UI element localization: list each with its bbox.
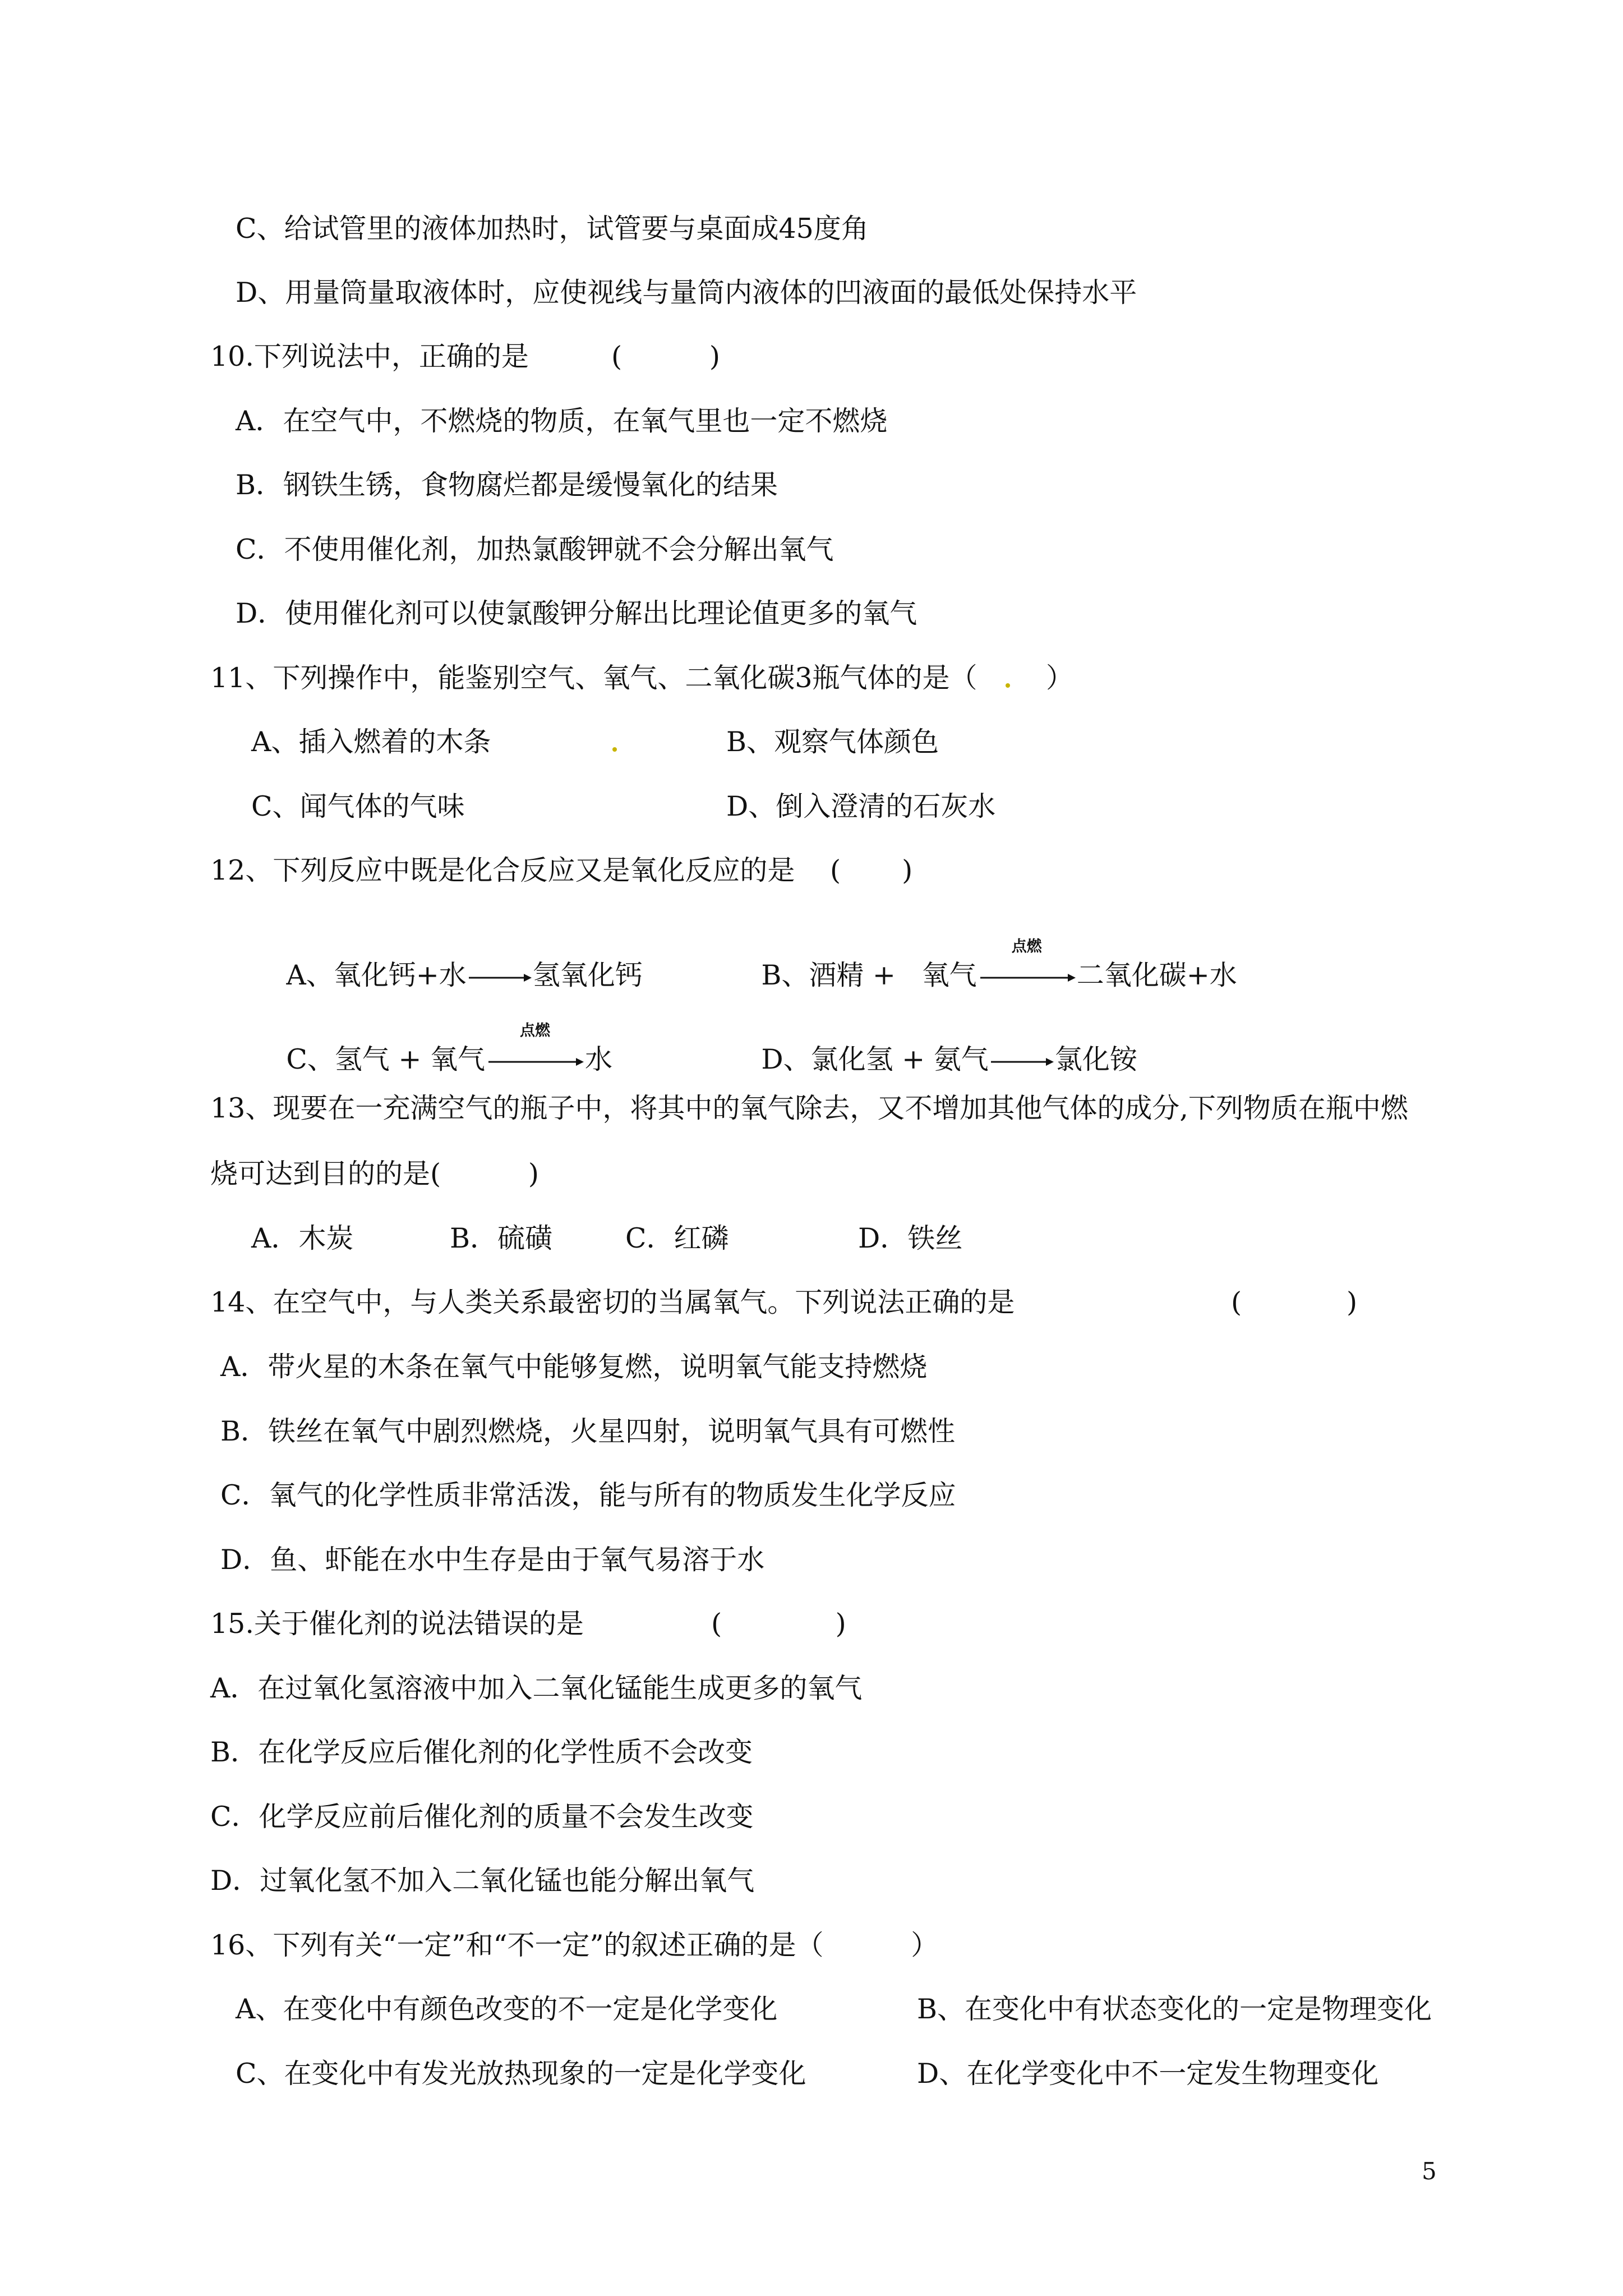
q13-option-a: A．木炭: [251, 1222, 354, 1254]
q16-option-d: D、在化学变化中不一定发生物理变化: [917, 2058, 1379, 2090]
q14-option-d: D．鱼、虾能在水中生存是由于氧气易溶于水: [220, 1544, 765, 1576]
q15-option-d: D．过氧化氢不加入二氧化锰也能分解出氧气: [210, 1865, 755, 1897]
q10-option-c: C．不使用催化剂，加热氯酸钾就不会分解出氧气: [236, 533, 834, 565]
q10-stem: 10.下列说法中，正确的是: [210, 341, 529, 372]
q14-option-b: B．铁丝在氧气中剧烈燃烧，火星四射，说明氧气具有可燃性: [220, 1415, 956, 1447]
stray-mark: [612, 747, 617, 752]
q12-stem: 12、下列反应中既是化合反应又是氧化反应的是: [210, 854, 795, 886]
q12-option-a: [251, 934, 643, 1016]
q12-b-products: 二氧化碳+水: [1076, 959, 1237, 991]
q12-d-reactants: D、氯化氢 + 氨气: [761, 1043, 989, 1075]
q12-option-c: [251, 1018, 612, 1101]
q12-c-product: 水: [585, 1043, 613, 1075]
q11-close-paren: ）: [1046, 662, 1074, 694]
q9-option-c: C、给试管里的液体加热时，试管要与桌面成45度角: [236, 213, 869, 245]
q10-option-a: A．在空气中，不燃烧的物质，在氧气里也一定不燃烧: [236, 405, 888, 437]
q15-answer-paren: ( ): [711, 1608, 846, 1640]
q13-stem-line1: 13、现要在一充满空气的瓶子中，将其中的氧气除去，又不增加其他气体的成分,下列物质在瓶中燃: [210, 1092, 1408, 1124]
q13-option-c: C．红磷: [625, 1222, 729, 1254]
q16-option-b: B、在变化中有状态变化的一定是物理变化: [917, 1993, 1432, 2025]
q10-answer-paren: ( ): [611, 341, 720, 372]
q14-option-c: C．氧气的化学性质非常活泼，能与所有的物质发生化学反应: [220, 1479, 956, 1511]
q12-d-product: 氯化铵: [1054, 1043, 1137, 1075]
reaction-arrow: [467, 961, 533, 989]
q16-stem: 16、下列有关“一定”和“不一定”的叙述正确的是（ ）: [210, 1929, 939, 1961]
q15-option-a: A．在过氧化氢溶液中加入二氧化锰能生成更多的氧气: [210, 1672, 863, 1704]
q10-option-b: B．钢铁生锈，食物腐烂都是缓慢氧化的结果: [236, 469, 778, 501]
q11-option-d: D、倒入澄清的石灰水: [726, 790, 996, 822]
q12-a-product: 氢氧化钙: [532, 959, 643, 991]
page-number: 5: [1422, 2157, 1437, 2185]
q13-stem-line2: 烧可达到目的的是( ): [210, 1158, 539, 1190]
q9-option-d: D、用量筒量取液体时，应使视线与量筒内液体的凹液面的最低处保持水平: [236, 277, 1137, 309]
reaction-condition-label: 点燃: [520, 1022, 551, 1039]
q12-answer-paren: ( ): [830, 854, 913, 886]
reaction-arrow: [989, 1046, 1055, 1073]
q12-option-d: [726, 1018, 1137, 1101]
q11-stem: 11、下列操作中，能鉴别空气、氧气、二氧化碳3瓶气体的是（: [210, 662, 978, 694]
q13-option-b: B．硫磺: [450, 1222, 553, 1254]
q12-option-b: [726, 934, 1237, 1016]
q12-a-reactants: A、氧化钙+水: [286, 959, 467, 991]
q14-answer-paren: ( ): [1231, 1286, 1358, 1318]
reaction-arrow-with-condition: [977, 938, 1077, 989]
q11-option-b: B、观察气体颜色: [726, 726, 939, 758]
q14-stem: 14、在空气中，与人类关系最密切的当属氧气。下列说法正确的是: [210, 1286, 1015, 1318]
q15-option-b: B．在化学反应后催化剂的化学性质不会改变: [210, 1736, 753, 1768]
q16-option-a: A、在变化中有颜色改变的不一定是化学变化: [236, 1993, 778, 2025]
q15-option-c: C．化学反应前后催化剂的质量不会发生改变: [210, 1801, 754, 1833]
q11-option-a: A、插入燃着的木条: [251, 726, 491, 758]
stray-mark: [1006, 683, 1010, 688]
q11-option-c: C、闻气体的气味: [251, 790, 465, 822]
q16-option-c: C、在变化中有发光放热现象的一定是化学变化: [236, 2058, 806, 2090]
q10-option-d: D．使用催化剂可以使氯酸钾分解出比理论值更多的氧气: [236, 597, 917, 629]
q12-c-reactants: C、氢气 + 氧气: [286, 1043, 486, 1075]
q15-stem: 15.关于催化剂的说法错误的是: [210, 1608, 584, 1640]
reaction-condition-label: 点燃: [1011, 938, 1042, 955]
q13-option-d: D．铁丝: [858, 1222, 963, 1254]
q14-option-a: A．带火星的木条在氧气中能够复燃，说明氧气能支持燃烧: [220, 1351, 928, 1383]
q12-b-reactants: B、酒精 + 氧气: [761, 959, 977, 991]
reaction-arrow-with-condition: [485, 1022, 585, 1073]
